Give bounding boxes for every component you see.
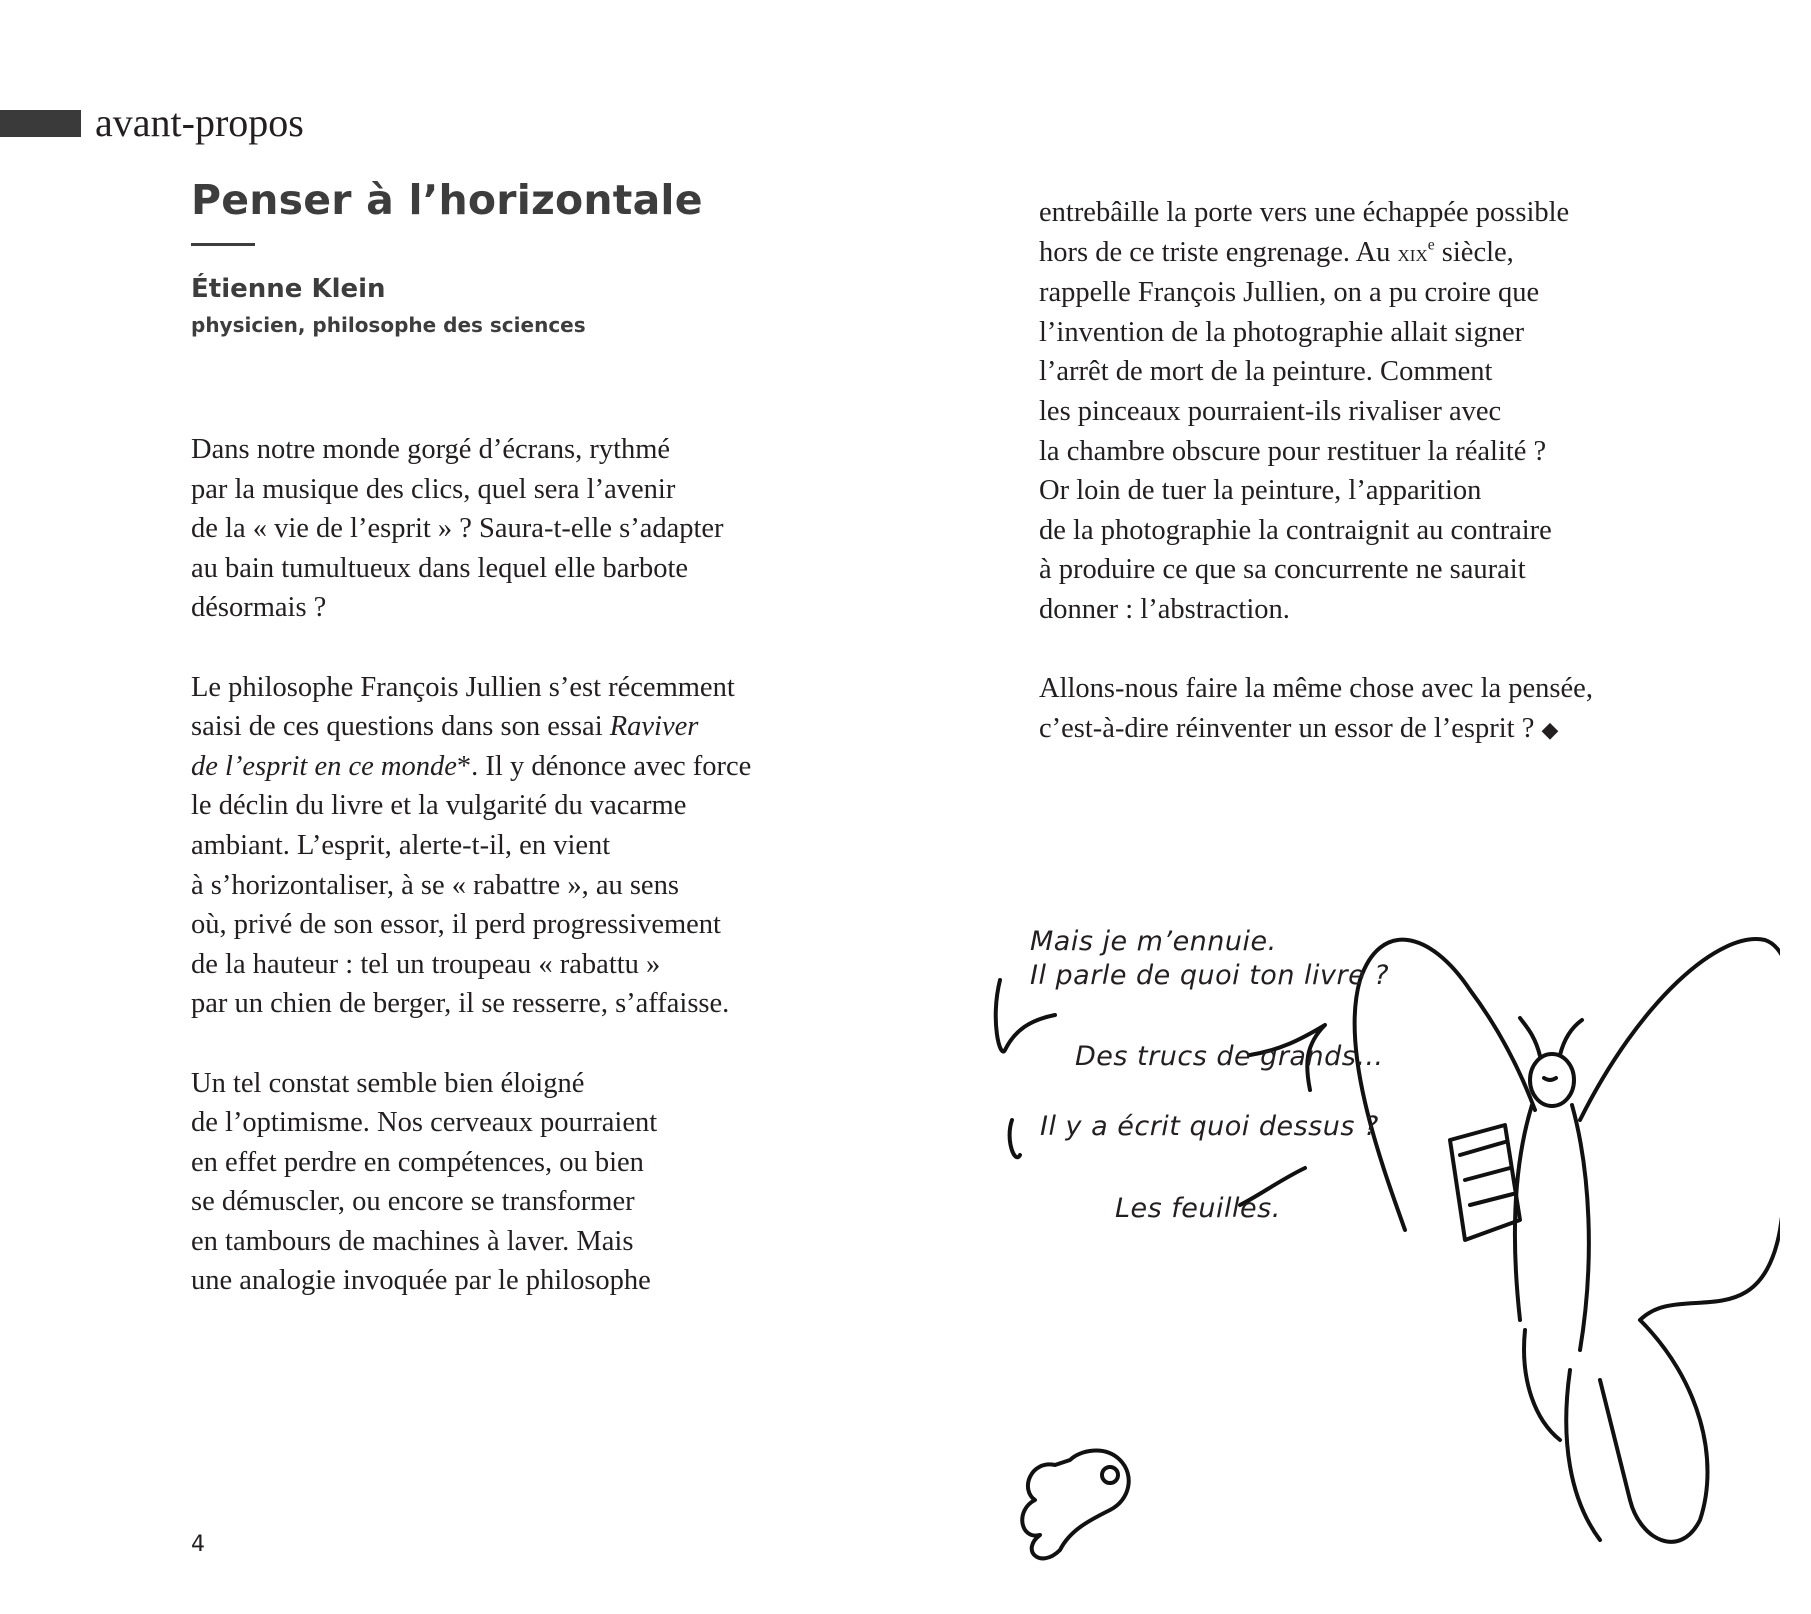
- comic-drawing: [960, 900, 1780, 1580]
- paragraph: [191, 668, 831, 1024]
- text-line: Le philosophe François Jullien s’est récemment: [191, 671, 735, 703]
- text-line: de la « vie de l’esprit » ? Saura-t-elle s’adapter: [191, 513, 724, 545]
- text-line: le déclin du livre et la vulgarité du vacarme: [191, 790, 687, 822]
- text-line: [191, 747, 831, 787]
- text-line: la chambre obscure pour restituer la réalité ?: [1039, 435, 1547, 467]
- author-role: physicien, philosophe des sciences: [191, 313, 586, 337]
- body-column-right: [1039, 193, 1679, 789]
- text-line: entrebâille la porte vers une échappée possible: [1039, 197, 1570, 228]
- text-line: par la musique des clics, quel sera l’avenir: [191, 473, 676, 505]
- paragraph: [1039, 669, 1679, 749]
- body-column-left: [191, 430, 831, 1341]
- paragraph: [191, 1064, 831, 1302]
- text-line: Un tel constat semble bien éloigné: [191, 1067, 585, 1099]
- speech-bubble: Il y a écrit quoi dessus ?: [1040, 1111, 1379, 1142]
- text-line: en effet perdre en compétences, ou bien: [191, 1146, 644, 1178]
- butterfly-torso: [1515, 1105, 1589, 1350]
- butterfly-antenna: [1520, 1018, 1540, 1056]
- butterfly-lower-wing: [1600, 1320, 1708, 1542]
- butterfly-book-page: [1460, 1142, 1513, 1205]
- section-marker-bar: [0, 110, 81, 137]
- text-line: rappelle François Jullien, on a pu croire que: [1039, 277, 1540, 309]
- butterfly-antenna: [1560, 1020, 1582, 1055]
- caterpillar-eye: [1102, 1467, 1118, 1483]
- text-run: *. Il y dénonce avec force: [456, 750, 752, 782]
- speech-bubble: Les feuilles.: [1115, 1193, 1281, 1224]
- century-numeral: xix: [1397, 239, 1428, 267]
- article-title: Penser à l’horizontale: [191, 176, 703, 224]
- text-line: les pinceaux pourraient-ils rivaliser avec: [1039, 395, 1502, 427]
- text-line: Or loin de tuer la peinture, l’apparition: [1039, 475, 1482, 507]
- paragraph: [1039, 193, 1679, 630]
- text-run: saisi de ces questions dans son essai: [191, 711, 610, 743]
- text-line: de la hauteur : tel un troupeau « rabattu »: [191, 948, 661, 980]
- ordinal-suffix: e: [1427, 235, 1435, 253]
- text-line: se démuscler, ou encore se transformer: [191, 1186, 635, 1218]
- bubble-line: Mais je m’ennuie.: [1030, 926, 1277, 957]
- book-title: Raviver: [609, 711, 699, 743]
- text-line: où, privé de son essor, il perd progressivement: [191, 909, 721, 941]
- text-line: par un chien de berger, il se resserre, s’affaisse.: [191, 988, 730, 1020]
- text-line: l’invention de la photographie allait signer: [1039, 316, 1525, 348]
- butterfly-right-wing: [1580, 939, 1780, 1320]
- butterfly-leg: [1524, 1330, 1560, 1440]
- text-line: de la photographie la contraignit au contraire: [1039, 514, 1552, 546]
- text-line: une analogie invoquée par le philosophe: [191, 1265, 651, 1297]
- text-line: Allons-nous faire la même chose avec la pensée,: [1039, 673, 1593, 705]
- text-line: l’arrêt de mort de la peinture. Comment: [1039, 356, 1493, 388]
- text-line: désormais ?: [191, 592, 327, 624]
- text-line: à s’horizontaliser, à se « rabattre », au sens: [191, 869, 679, 901]
- text-line: de l’optimisme. Nos cerveaux pourraient: [191, 1107, 658, 1139]
- page-number: 4: [191, 1532, 205, 1557]
- text-run: c’est-à-dire réinventer un essor de l’esprit ?: [1039, 712, 1535, 744]
- end-mark-icon: ◆: [1541, 716, 1559, 742]
- text-run: siècle,: [1434, 236, 1514, 268]
- butterfly-body: [1566, 1370, 1600, 1540]
- speech-bubble: Des trucs de grands…: [1075, 1041, 1384, 1072]
- speech-bubble: [1030, 925, 1389, 993]
- text-line: [191, 707, 831, 747]
- butterfly-book: [1450, 1125, 1520, 1240]
- text-run: hors de ce triste engrenage. Au: [1039, 236, 1398, 268]
- text-line: donner : l’abstraction.: [1039, 593, 1290, 625]
- bubble-line: Il parle de quoi ton livre ?: [1030, 960, 1390, 991]
- author-name: Étienne Klein: [191, 274, 386, 304]
- text-line: ambiant. L’esprit, alerte-t-il, en vient: [191, 829, 611, 861]
- book-title: de l’esprit en ce monde: [191, 750, 457, 782]
- text-line: à produire ce que sa concurrente ne saurait: [1039, 554, 1526, 586]
- text-line: [1039, 709, 1679, 750]
- text-line: [1039, 233, 1679, 274]
- section-label: avant-propos: [95, 100, 304, 145]
- speech-tail: [1010, 1120, 1020, 1157]
- text-line: au bain tumultueux dans lequel elle barbote: [191, 552, 689, 584]
- comic-illustration: [960, 900, 1780, 1580]
- text-line: en tambours de machines à laver. Mais: [191, 1225, 634, 1257]
- butterfly-eye: [1544, 1078, 1556, 1080]
- paragraph: [191, 430, 831, 628]
- title-underline: [191, 243, 255, 246]
- text-line: Dans notre monde gorgé d’écrans, rythmé: [191, 434, 671, 465]
